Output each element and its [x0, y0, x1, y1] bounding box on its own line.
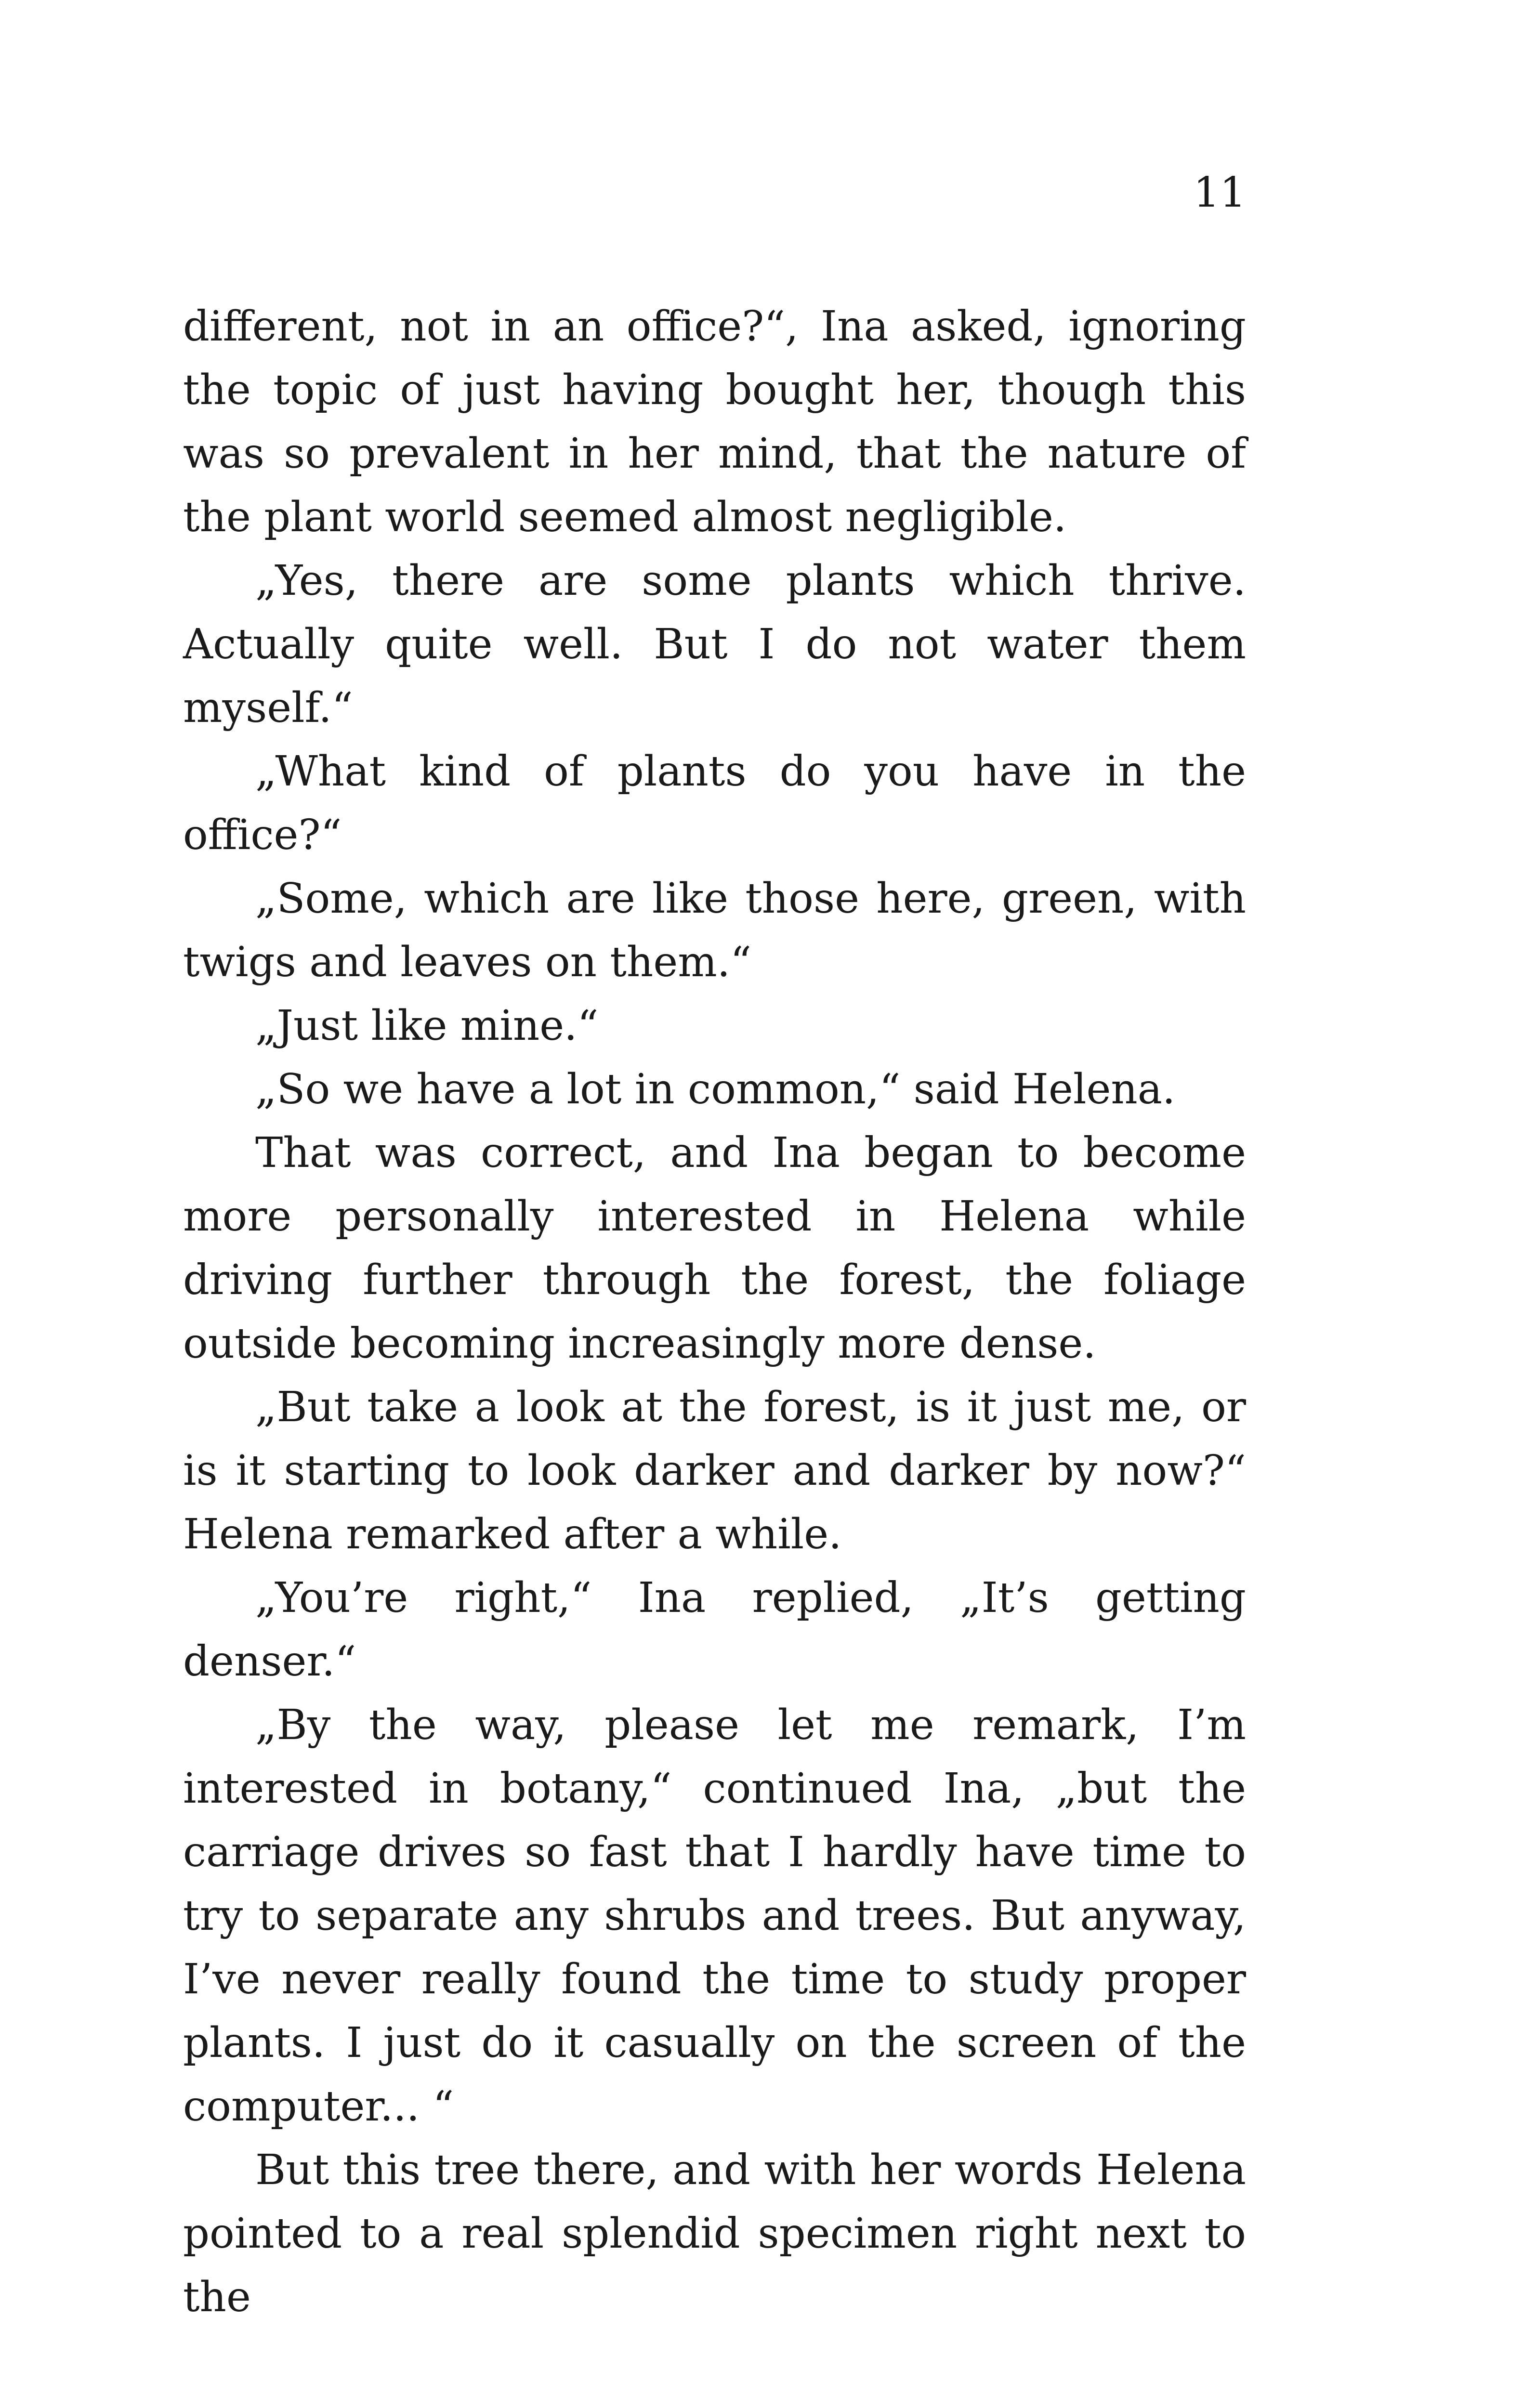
paragraph-1: different, not in an office?“, Ina asked, ignoring the topic of just having bought her, though this was so prevalent in her mind, that the nature of the plant world seemed almost negligible.	[183, 302, 1246, 541]
paragraph-5: „Just like mine.“	[255, 1002, 599, 1050]
paragraph-8: „But take a look at the forest, is it just me, or is it starting to look darker and darker by now?“ Helena remarked after a while.	[183, 1383, 1246, 1558]
paragraph-3: „What kind of plants do you have in the office?“	[183, 747, 1246, 859]
paragraph-4: „Some, which are like those here, green, with twigs and leaves on them.“	[183, 875, 1246, 986]
paragraph-7: That was correct, and Ina began to become more personally interested in Helena while driving further through the forest, the foliage outside becoming increasingly more dense.	[183, 1129, 1246, 1368]
paragraph-9: „You’re right,“ Ina replied, „It’s getting denser.“	[183, 1574, 1246, 1686]
paragraph-11: But this tree there, and with her words Helena pointed to a real splendid specimen right next to the	[183, 2146, 1246, 2321]
paragraph-10: „By the way, please let me remark, I’m interested in botany,“ continued Ina, „but the carriage drives so fast that I hardly have time to try to separate any shrubs and trees. But anyway, I’ve never really found the time to study proper plants. I just do it casually on the screen of the computer... “	[183, 1701, 1246, 2131]
paragraph-2: „Yes, there are some plants which thrive. Actually quite well. But I do not water them myself.“	[183, 557, 1246, 732]
page-number: 11	[1193, 169, 1246, 217]
paragraph-6: „So we have a lot in common,“ said Helena.	[255, 1065, 1176, 1113]
body-text	[183, 295, 1246, 2329]
